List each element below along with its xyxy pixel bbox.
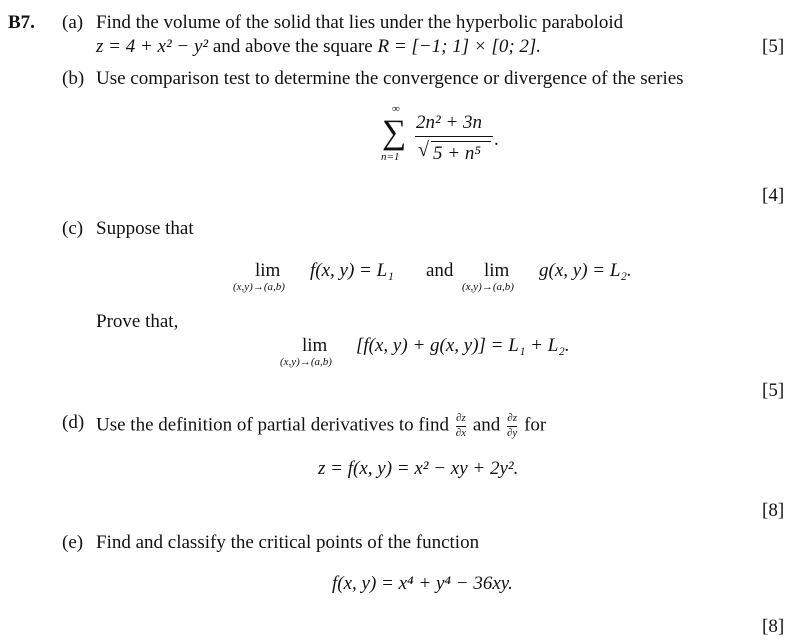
lim-sum-word: lim: [302, 335, 328, 356]
part-b-marks: [4]: [762, 185, 785, 206]
part-a-marks: [5]: [762, 36, 785, 57]
sqrt-overline: [431, 141, 491, 142]
part-e-equation: f(x, y) = x⁴ + y⁴ − 36xy.: [332, 573, 513, 594]
part-d-label: (d): [62, 412, 85, 433]
lim-g-subscript: (x,y)→(a,b): [462, 281, 514, 293]
part-d-text: [96, 413, 546, 439]
dz-dx-den: ∂x: [455, 426, 467, 439]
series-numerator: 2n² + 3n: [416, 112, 483, 133]
fraction-bar: [415, 136, 493, 137]
part-a-text: Find the volume of the solid that lies under the hyperbolic paraboloid: [96, 12, 624, 33]
part-e-label: (e): [62, 532, 84, 553]
part-e-marks: [8]: [762, 616, 785, 637]
part-d-equation: z = f(x, y) = x² − xy + 2y².: [318, 458, 519, 479]
and-text: and: [426, 260, 454, 281]
part-a-label: (a): [62, 12, 84, 33]
part-b-text: Use comparison test to determine the convergence or divergence of the series: [96, 68, 684, 89]
dz-dx-fraction: [456, 413, 466, 439]
dz-dx-num: ∂z: [456, 412, 466, 424]
part-d-text-pre: Use the definition of partial derivatives to find: [96, 414, 449, 436]
part-a-and-text: and above the square: [212, 36, 373, 57]
series-formula: [380, 104, 520, 174]
part-b-label: (b): [62, 68, 85, 89]
series-denominator: 5 + n⁵: [433, 143, 481, 164]
part-a-surface: z = 4 + x² − y²: [96, 36, 209, 57]
lim-sum-subscript: (x,y)→(a,b): [280, 356, 332, 368]
part-d-marks: [8]: [762, 500, 785, 521]
part-c-text: Suppose that: [96, 218, 194, 239]
question-number: B7.: [8, 12, 35, 33]
prove-text: Prove that,: [96, 311, 179, 332]
part-a-line2: [96, 37, 541, 56]
sum-lower-limit: n=1: [381, 151, 400, 163]
part-d-and: and: [472, 414, 501, 436]
part-c-marks: [5]: [762, 380, 785, 401]
dz-dy-num: ∂z: [507, 412, 518, 424]
lim-f-subscript: (x,y)→(a,b): [233, 281, 285, 293]
dz-dy-den: ∂y: [507, 426, 518, 439]
sigma-symbol: ∑: [382, 114, 407, 151]
part-c-label: (c): [62, 218, 84, 239]
part-d-for: for: [524, 414, 547, 436]
part-a-region: R = [−1; 1] × [0; 2].: [377, 36, 542, 57]
dz-dy-fraction: [507, 413, 517, 439]
part-e-text: Find and classify the critical points of the function: [96, 532, 480, 553]
lim-sum-expression: [f(x, y) + g(x, y)] = L₁ + L₂.: [356, 335, 570, 356]
series-period: .: [494, 129, 499, 150]
lim-g-word: lim: [484, 260, 510, 281]
lim-g-expression: g(x, y) = L₂.: [539, 260, 632, 281]
lim-f-expression: f(x, y) = L₁: [310, 260, 394, 281]
sqrt-symbol: √: [418, 139, 429, 161]
lim-f-word: lim: [255, 260, 281, 281]
sum-upper-limit: ∞: [392, 103, 400, 115]
